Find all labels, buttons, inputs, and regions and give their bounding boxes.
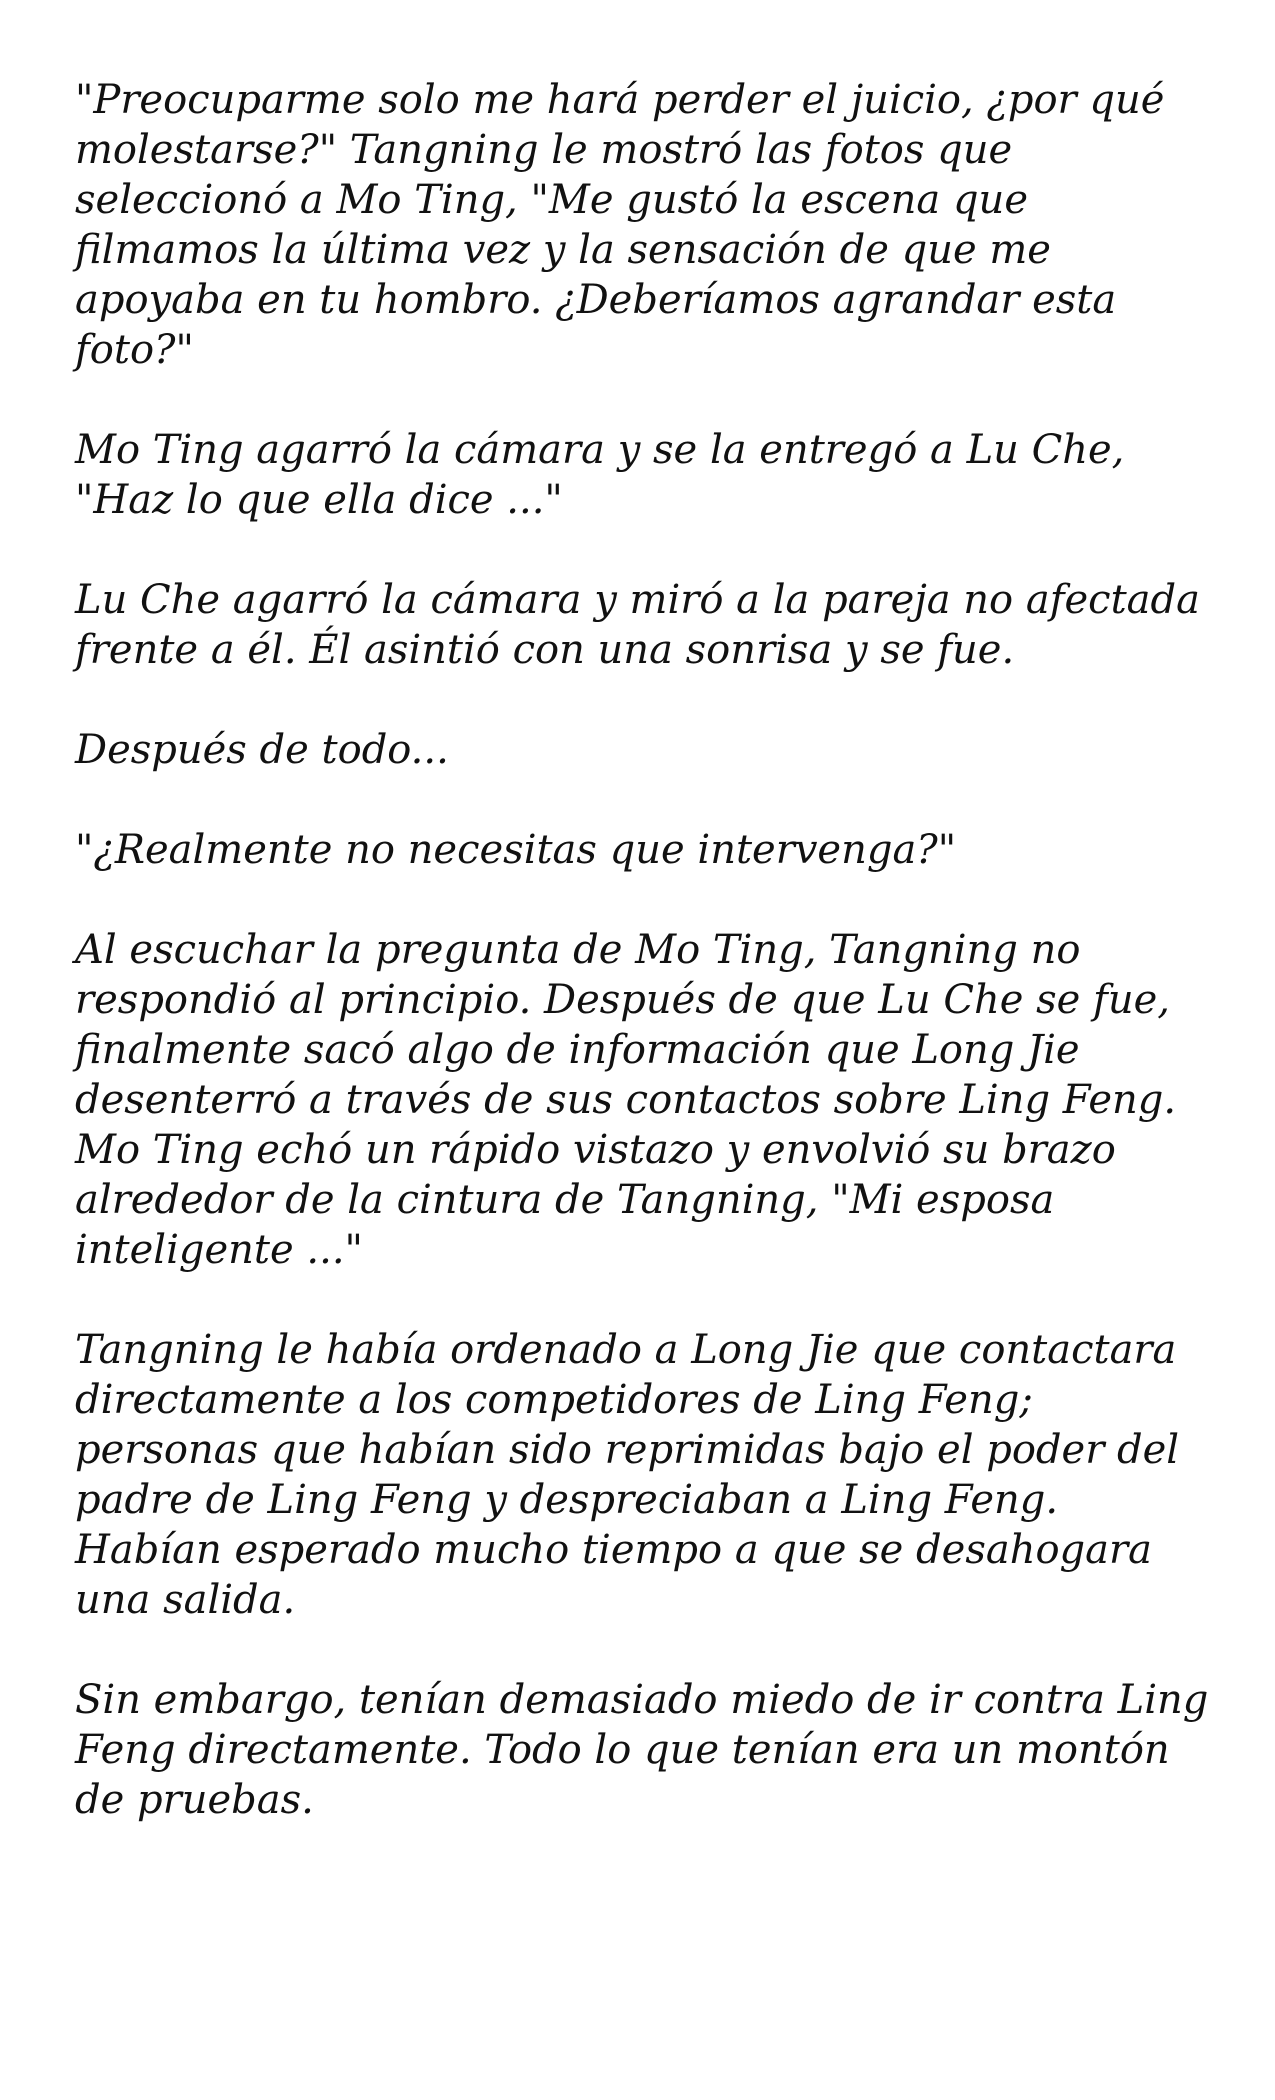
paragraph-5: "¿Realmente no necesitas que intervenga?" <box>75 827 957 873</box>
paragraph-8: Sin embargo, tenían demasiado miedo de ir contra Ling Feng directamente. Todo lo que tenían era un montón de pruebas. <box>75 1677 1209 1823</box>
paragraph-2: Mo Ting agarró la cámara y se la entregó a Lu Che, "Haz lo que ella dice ..." <box>75 427 1125 523</box>
paragraph-7: Tangning le había ordenado a Long Jie que contactara directamente a los competidores de Ling Feng; personas que habían sido reprimidas bajo el poder del padre de Ling Feng y despreciaban a Ling Feng. Habían esperado mucho tiempo a que se desahogara una salida. <box>75 1327 1180 1623</box>
paragraph-6: Al escuchar la pregunta de Mo Ting, Tangning no respondió al principio. Después de que Lu Che se fue, finalmente sacó algo de información que Long Jie desenterró a través de sus contactos sobre Ling Feng. Mo Ting echó un rápido vistazo y envolvió su brazo alrededor de la cintura de Tangning, "Mi esposa inteligente ..." <box>75 927 1177 1273</box>
paragraph-3: Lu Che agarró la cámara y miró a la pareja no afectada frente a él. Él asintió con una sonrisa y se fue. <box>75 577 1200 673</box>
document-page <box>75 75 1215 1825</box>
paragraph-4: Después de todo... <box>75 727 449 773</box>
paragraph-1: "Preocuparme solo me hará perder el juicio, ¿por qué molestarse?" Tangning le mostró las fotos que seleccionó a Mo Ting, "Me gustó la escena que filmamos la última vez y la sensación de que me apoyaba en tu hombro. ¿Deberíamos agrandar esta foto?" <box>75 77 1165 373</box>
